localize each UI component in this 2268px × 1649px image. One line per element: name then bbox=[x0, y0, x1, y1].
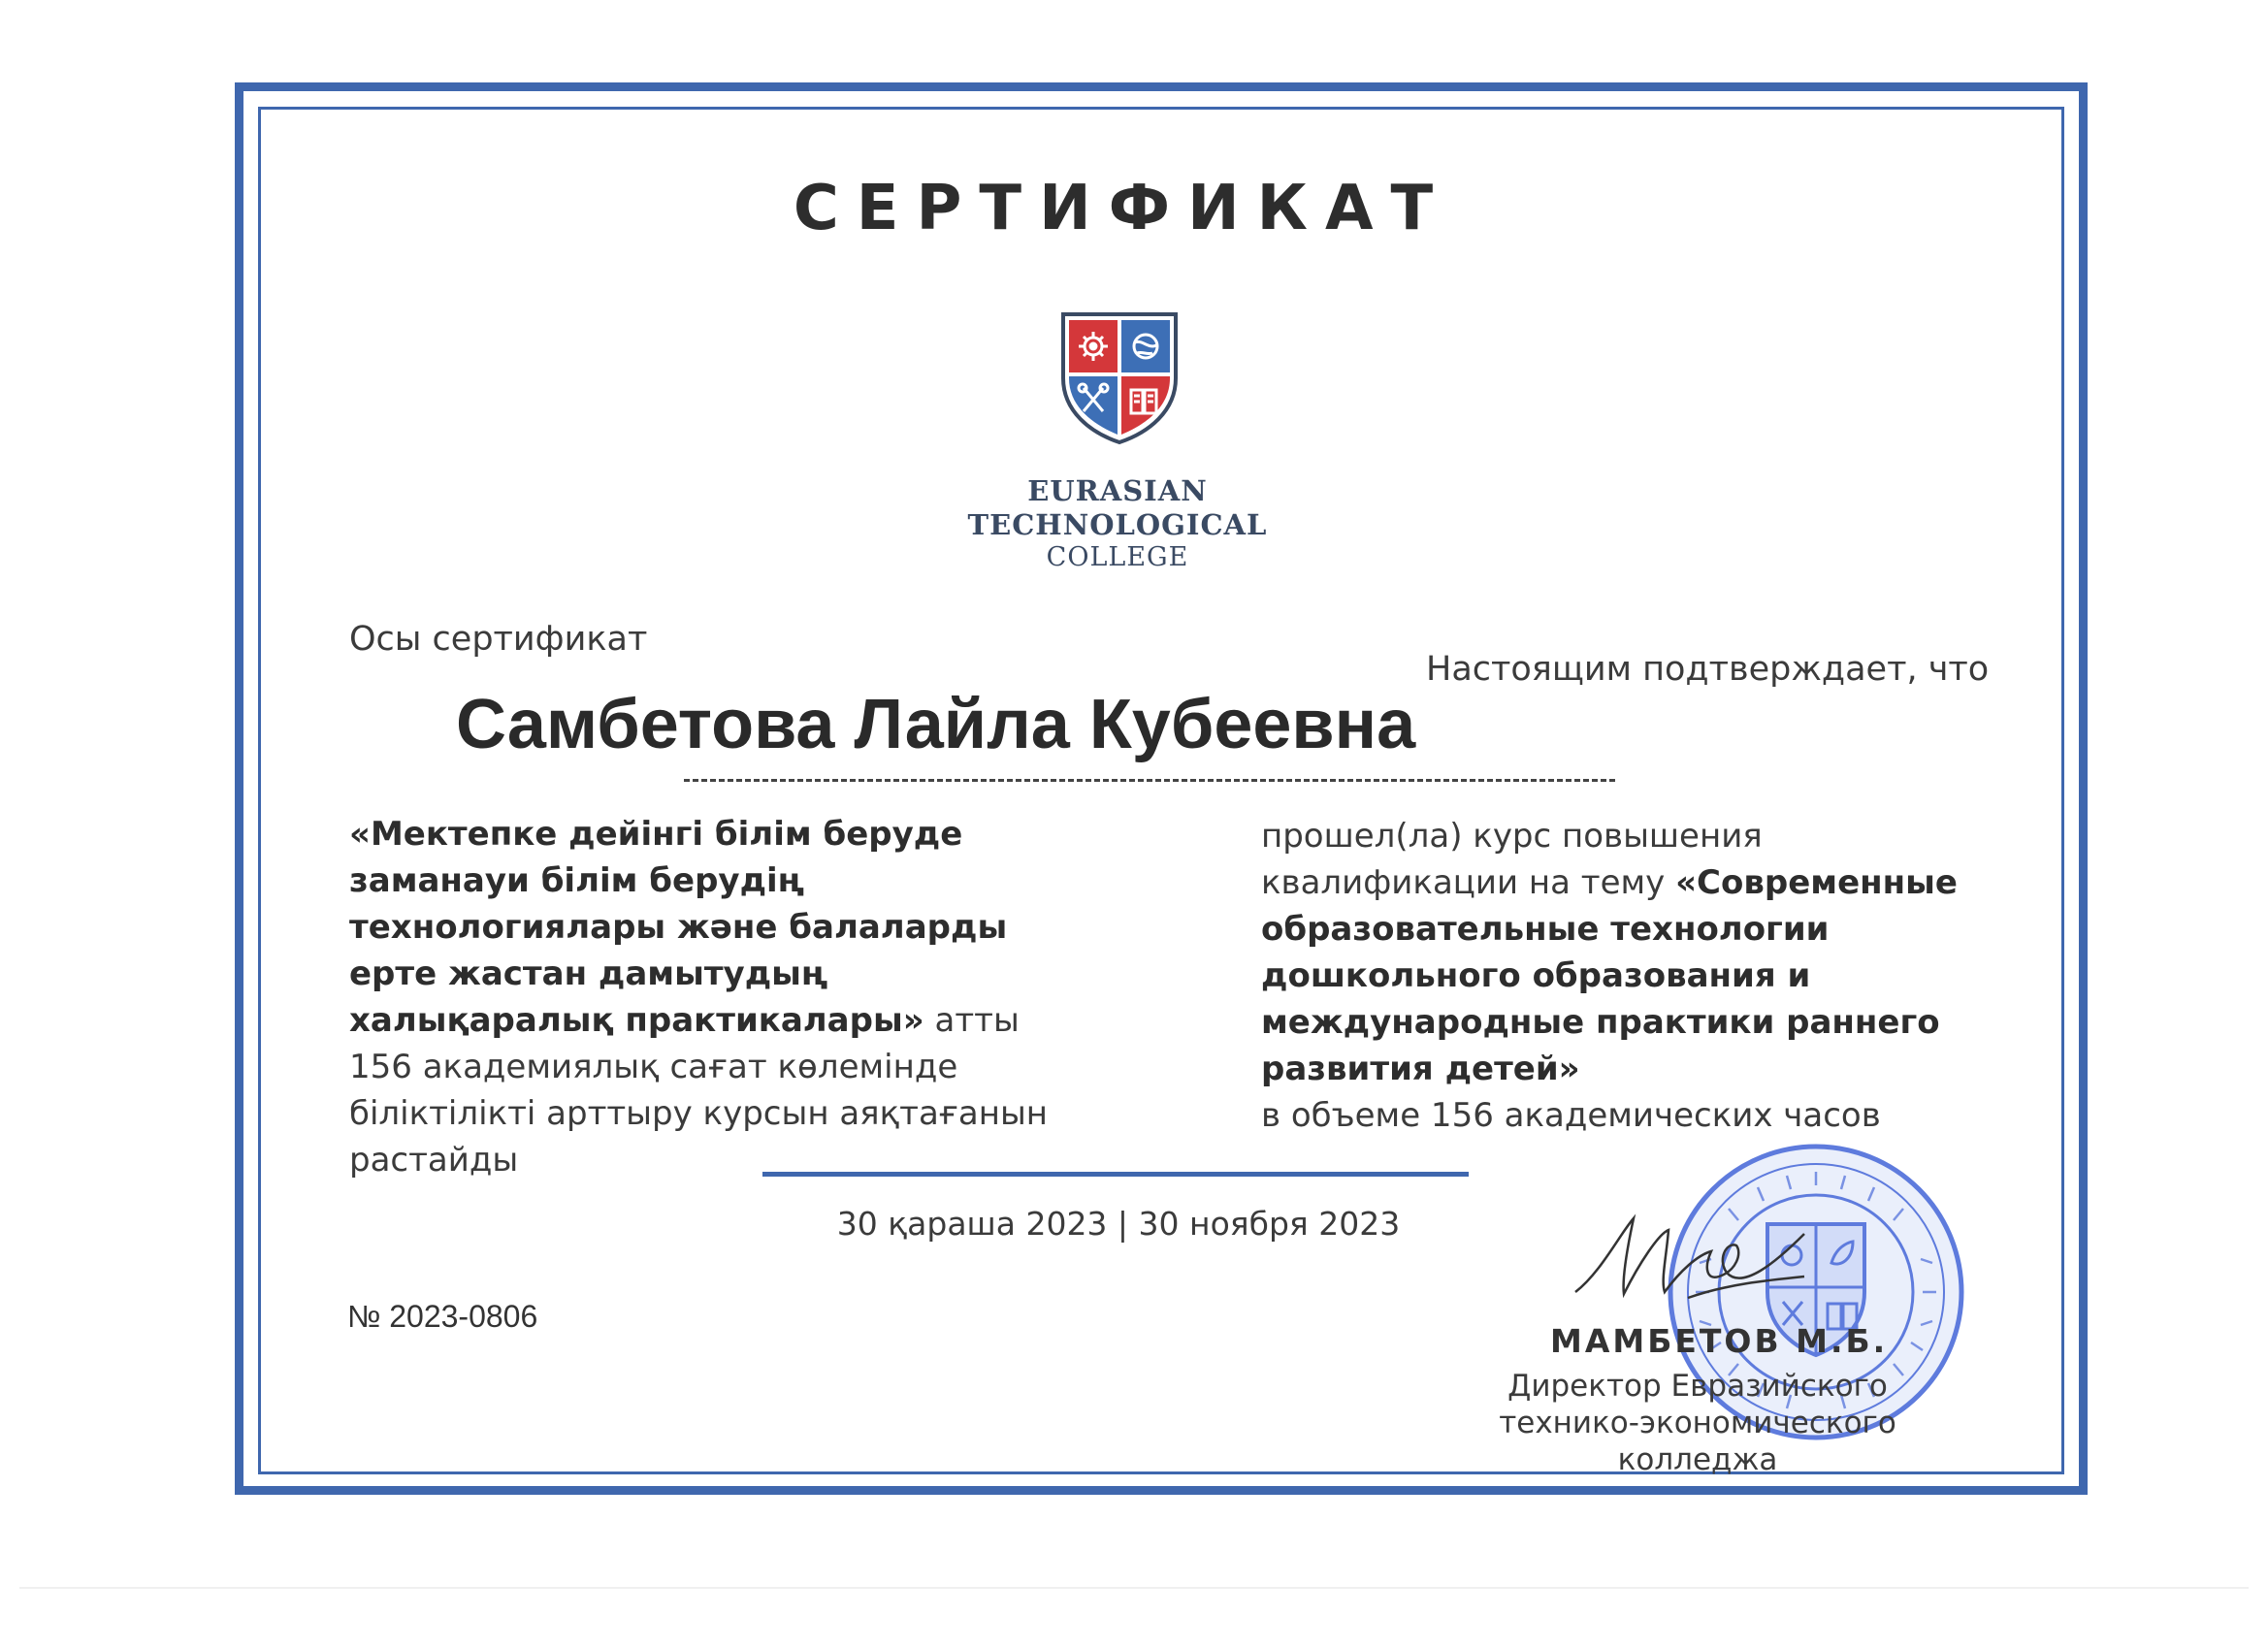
college-name-line1: EURASIAN bbox=[1027, 474, 1208, 507]
kazakh-intro: Осы сертификат bbox=[349, 620, 648, 659]
russian-course-rest: в объеме 156 академических часов bbox=[1261, 1096, 1881, 1135]
kazakh-course-text bbox=[349, 811, 1086, 1183]
russian-course-title: «Современные образовательные технологии дошкольного образования и международные практики раннего развития детей» bbox=[1261, 863, 1958, 1088]
certificate-number: № 2023-0806 bbox=[347, 1299, 538, 1334]
kazakh-course-rest: атты 156 академиялық сағат көлемінде біліктілікті арттыру курсын аяқтағанын растайды bbox=[349, 1001, 1049, 1180]
issue-date: 30 қараша 2023 | 30 ноября 2023 bbox=[836, 1205, 1401, 1243]
date-divider bbox=[762, 1172, 1469, 1177]
signer-role: Директор Евразийского технико-экономического колледжа bbox=[1499, 1369, 1896, 1477]
college-name-line2: TECHNOLOGICAL bbox=[967, 508, 1268, 541]
kazakh-course-title: «Мектепке дейінгі білім беруде заманауи білім берудің технологиялары және балаларды ерте жастан дамытудың халықаралық практикалары» bbox=[349, 815, 1008, 1040]
scan-edge-line bbox=[19, 1587, 2249, 1589]
signature bbox=[1571, 1195, 1843, 1331]
signer-name: МАМБЕТОВ М.Б. bbox=[1550, 1322, 1889, 1360]
russian-intro: Настоящим подтверждает, что bbox=[1426, 650, 1990, 689]
certificate-title: СЕРТИФИКАТ bbox=[793, 173, 1451, 244]
name-underline bbox=[684, 779, 1615, 782]
shield-logo-icon bbox=[1059, 310, 1180, 446]
russian-course-lead: прошел(ла) курс повышения квалификации на тему bbox=[1261, 817, 1763, 902]
recipient-name: Самбетова Лайла Кубеевна bbox=[456, 686, 1416, 763]
russian-course-text bbox=[1261, 813, 1960, 1139]
college-name-line3: COLLEGE bbox=[1046, 542, 1189, 572]
